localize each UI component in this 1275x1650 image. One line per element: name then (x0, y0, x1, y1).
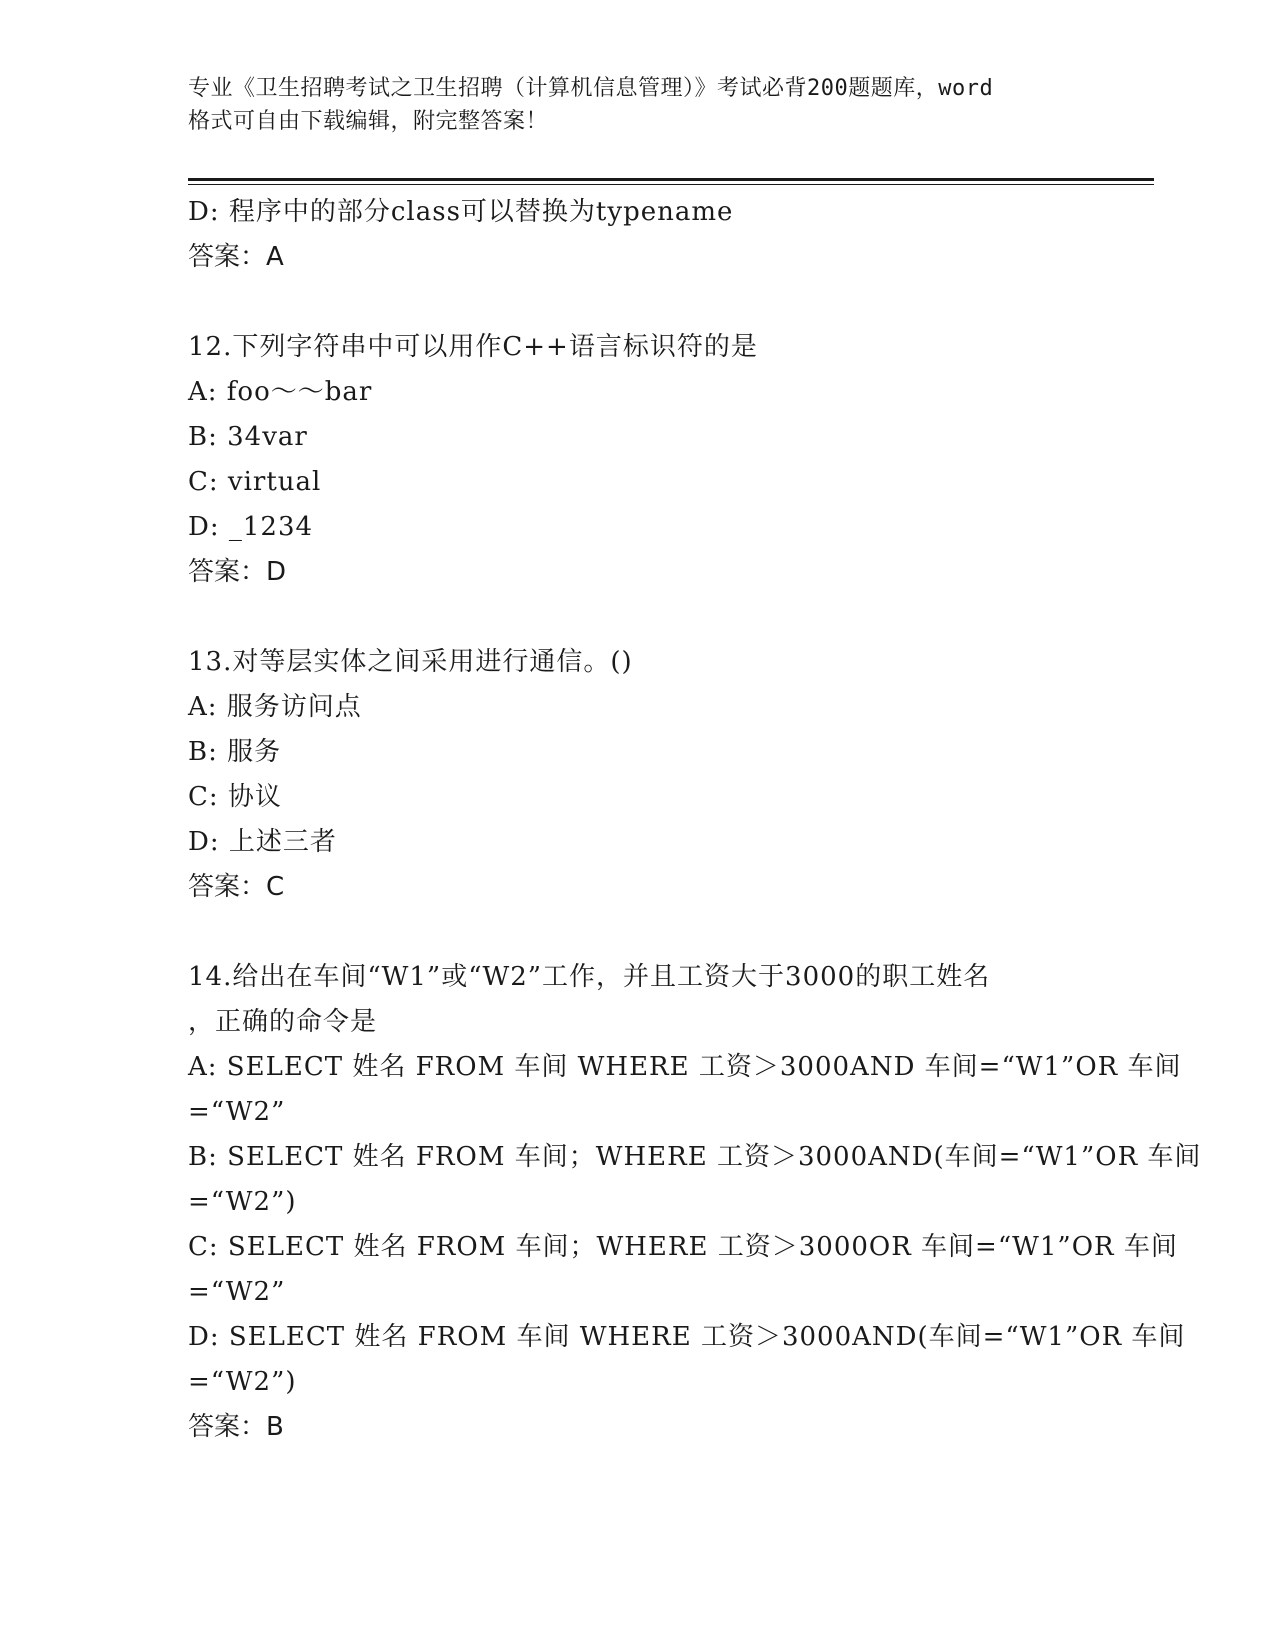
answer-line: 答案：A (188, 242, 284, 272)
spacer (188, 280, 1088, 325)
answer-line: 答案：B (188, 1412, 284, 1442)
question-stem: 13.对等层实体之间采用进行通信。() (188, 647, 633, 677)
option-b: B: 34var (188, 422, 308, 452)
option-d: D: SELECT 姓名 FROM 车间 WHERE 工资＞3000AND(车间=“W1”OR 车间 (188, 1322, 1186, 1352)
question-13 (188, 640, 1088, 910)
option-a-continued: =“W2” (188, 1097, 286, 1127)
header-divider-thick (188, 178, 1154, 181)
answer-line: 答案：D (188, 557, 287, 587)
question-12 (188, 325, 1088, 595)
option-d-continued: =“W2”) (188, 1367, 297, 1397)
answer-line: 答案：C (188, 872, 285, 902)
header-line-1: 专业《卫生招聘考试之卫生招聘（计算机信息管理）》考试必背200题题库，word (188, 76, 994, 101)
option-b: B: SELECT 姓名 FROM 车间；WHERE 工资＞3000AND(车间=“W1”OR 车间 (188, 1142, 1202, 1172)
option-d: D: 上述三者 (188, 827, 337, 857)
option-a: A: 服务访问点 (188, 692, 362, 722)
spacer (188, 910, 1088, 955)
document-header (188, 72, 1088, 138)
question-stem-continued: ，正确的命令是 (188, 1007, 378, 1037)
option-c: C: 协议 (188, 782, 282, 812)
option-d: D: _1234 (188, 512, 314, 542)
question-14 (188, 955, 1202, 1450)
question-stem: 12.下列字符串中可以用作C++语言标识符的是 (188, 332, 758, 362)
question-stem: 14.给出在车间“W1”或“W2”工作，并且工资大于3000的职工姓名 (188, 962, 991, 992)
option-c: C: SELECT 姓名 FROM 车间；WHERE 工资＞3000OR 车间=“W1”OR 车间 (188, 1232, 1178, 1262)
option-b-continued: =“W2”) (188, 1187, 297, 1217)
option-c-continued: =“W2” (188, 1277, 286, 1307)
spacer (188, 595, 1088, 640)
option-a: A: SELECT 姓名 FROM 车间 WHERE 工资＞3000AND 车间=“W1”OR 车间 (188, 1052, 1182, 1082)
prev-question-tail (188, 190, 1088, 280)
option-b: B: 服务 (188, 737, 282, 767)
header-line-2: 格式可自由下载编辑，附完整答案！ (188, 109, 549, 134)
option-c: C: virtual (188, 467, 322, 497)
option-a: A: foo～～bar (188, 377, 373, 407)
header-divider-thin (188, 184, 1154, 185)
option-d: D: 程序中的部分class可以替换为typename (188, 197, 734, 227)
question-list (188, 190, 1202, 1450)
